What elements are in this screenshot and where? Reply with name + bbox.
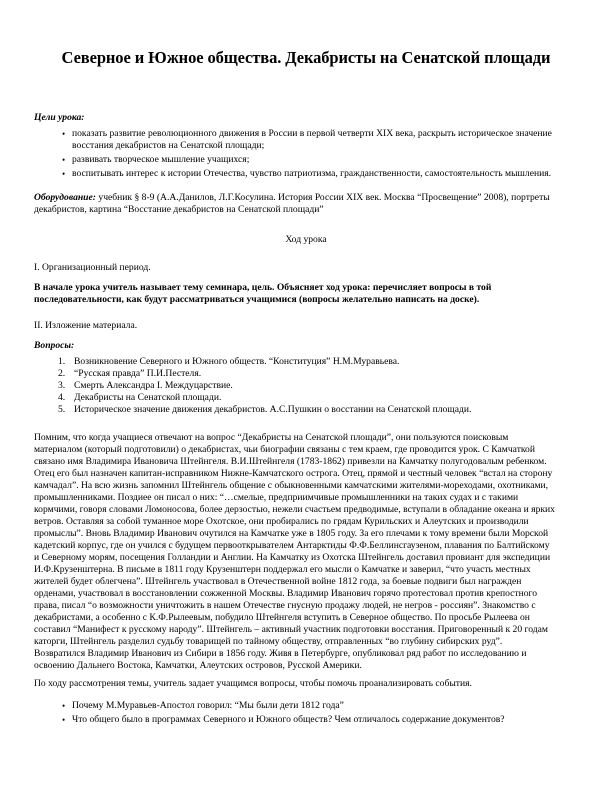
course-heading: Ход урока bbox=[285, 234, 327, 245]
paragraph-line: связано имя Владимира Ивановича Штейнгеля. В.И.Штейнгеля (1783-1862) привезли на Камчатку полугодовалым ребенком. bbox=[34, 456, 547, 467]
paragraph-line: И.Ф.Крузенштерна. В письме в 1811 году Крузенштерн поддержал его мысли о Камчатке и заверил, “что участь местных bbox=[34, 564, 531, 575]
question-item: Смерть Александра I. Междуцарствие. bbox=[74, 380, 233, 391]
question-number: 1. bbox=[58, 356, 66, 367]
question-item: “Русская правда” П.И.Пестеля. bbox=[74, 368, 202, 379]
paragraph-line: составил “Манифест к русскому народу”. Штейнгель – активный участник подготовки восстания. Приговоренный к 20 годам bbox=[34, 624, 548, 635]
equipment-line-1 bbox=[34, 192, 550, 204]
paragraph-line: кадетский корпус, где он учился с будущем первооткрывателем Антарктиды Ф.Ф.Беллинсгаузеном, плавания по Балтийскому bbox=[34, 540, 550, 551]
teacher-intro-line-2: последовательности, как будут рассматриваться учащимися (вопросы желательно написать на доске). bbox=[34, 294, 480, 305]
bullet-icon: • bbox=[62, 155, 66, 165]
followup-text: По ходу рассмотрения темы, учитель задает учащимся вопросы, чтобы помочь проанализировать события. bbox=[34, 678, 472, 689]
paragraph-line: жителей будет облегчена”. Штейнгель участвовал в Отечественной войне 1812 года, за боевые подвиги был награжден bbox=[34, 576, 522, 587]
paragraph-line: промыслы”. Вновь Владимир Иванович очутился на Камчатке уже в 1805 году. За его плечами к тому времени были Морской bbox=[34, 528, 549, 539]
section-2-heading: II. Изложение материала. bbox=[34, 320, 138, 331]
bullet-icon: • bbox=[62, 129, 66, 139]
final-bullet-item: Что общего было в программах Северного и Южного обществ? Чем отличалось содержание документов? bbox=[72, 714, 505, 725]
goals-heading: Цели урока: bbox=[34, 112, 85, 123]
paragraph-line: материалом (который подготовили) о декабристах, чьи биографии связаны с тем краем, где проводится урок. С Камчаткой bbox=[34, 444, 535, 455]
paragraph-line: промышленниками. Поздиее он писал о них: “…смелые, предприимчивые промышленники на таких судах и с такими bbox=[34, 492, 519, 503]
paragraph-line: кормчими, говоря словами Ломоносова, более дерзостью, нежели счастьем предводимые, вступали в обладание океана и ярких bbox=[34, 504, 555, 515]
paragraph-line: и Северному морям, посещения Голландии и Англии. На Камчатку из Охотска Штейнгель доставил провиант для экспедиции bbox=[34, 552, 551, 563]
equipment-text-1: учебник § 8-9 (А.А.Данилов, Л.Г.Косулина. История России XIX век. Москва “Просвещение” 2008), портреты bbox=[98, 192, 550, 203]
paragraph-line: Помним, что когда учащиеся отвечают на вопрос “Декабристы на Сенатской площади”, они пользуются поисковым bbox=[34, 432, 509, 443]
paragraph-line: права, писал “о возможности уничтожить в нашем Отечестве гнусную продажу людей, не негров - россиян”. Знакомство с bbox=[34, 600, 536, 611]
section-1-heading: I. Организационный период. bbox=[34, 262, 151, 273]
equipment-line-2: декабристов, картина “Восстание декабристов на Сенатской площади” bbox=[34, 204, 324, 215]
bullet-icon: • bbox=[62, 715, 66, 725]
paragraph-line: камчадал”. На всю жизнь запомнил Штейнгель общение с обыкновенными камчатскими жителями-мореходами, охотниками, bbox=[34, 480, 549, 491]
goal-item-2: развивать творческое мышление учащихся; bbox=[72, 154, 250, 165]
final-bullet-item: Почему М.Муравьев-Апостол говорил: “Мы были дети 1812 года” bbox=[72, 700, 344, 711]
goal-item-1-line-2: восстания декабристов на Сенатской площади; bbox=[72, 140, 265, 151]
paragraph-line: освоению Дальнего Востока, Камчатки, Алеутских островов, Русской Америки. bbox=[34, 660, 362, 671]
bullet-icon: • bbox=[62, 701, 66, 711]
paragraph-line: орденами, участвовал в восстановлении сожженной Москвы. Владимир Иванович горячо протестовал против крепостного bbox=[34, 588, 537, 599]
question-number: 2. bbox=[58, 368, 66, 379]
question-number: 4. bbox=[58, 392, 66, 403]
teacher-intro-line-1: В начале урока учитель называет тему семинара, цель. Объясняет ход урока: перечисляет вопросы в той bbox=[34, 282, 492, 293]
equipment-label: Оборудование: bbox=[34, 192, 96, 203]
paragraph-line: декабристами, а особенно с К.Ф.Рылеевым, побудило Штейнгеля вступить в Северное общество. По просьбе Рылеева он bbox=[34, 612, 530, 623]
questions-heading: Вопросы: bbox=[34, 340, 75, 351]
page-title: Северное и Южное общества. Декабристы на Сенатской площади bbox=[61, 48, 551, 67]
paragraph-line: Отец его был назначен капитан-исправником Нижне-Камчатского острога. Отец, прямой и честный человек “встал на сторону bbox=[34, 468, 553, 479]
goal-item-1-line-1: показать развитие революционного движения в России в первой четверти XIX века, раскрыть историческое значение bbox=[72, 128, 552, 139]
question-number: 5. bbox=[58, 404, 66, 415]
goal-item-3: воспитывать интерес к истории Отечества, чувство патриотизма, гражданственности, самостоятельность мышления. bbox=[72, 168, 552, 179]
question-item: Возникновение Северного и Южного обществ. “Конституция” Н.М.Муравьева. bbox=[74, 356, 400, 367]
paragraph-line: Возвратился Владимир Иванович из Сибири в 1856 году. Живя в Петербурге, опубликовал ряд работ по исследованию и bbox=[34, 648, 527, 659]
bullet-icon: • bbox=[62, 169, 66, 179]
paragraph-line: каторги, Штейнгель разделил судьбу товарищей по тайному обществу, отправленных “во глубину сибирских руд”. bbox=[34, 636, 503, 647]
question-item: Историческое значение движения декабристов. А.С.Пушкин о восстании на Сенатской площади. bbox=[74, 404, 472, 415]
question-number: 3. bbox=[58, 380, 66, 391]
question-item: Декабристы на Сенатской площади. bbox=[74, 392, 222, 403]
paragraph-line: ветров. Оставляя за собой туманное море Охотское, они пробирались по грядам Курильских и Алеутских и производили bbox=[34, 516, 529, 527]
